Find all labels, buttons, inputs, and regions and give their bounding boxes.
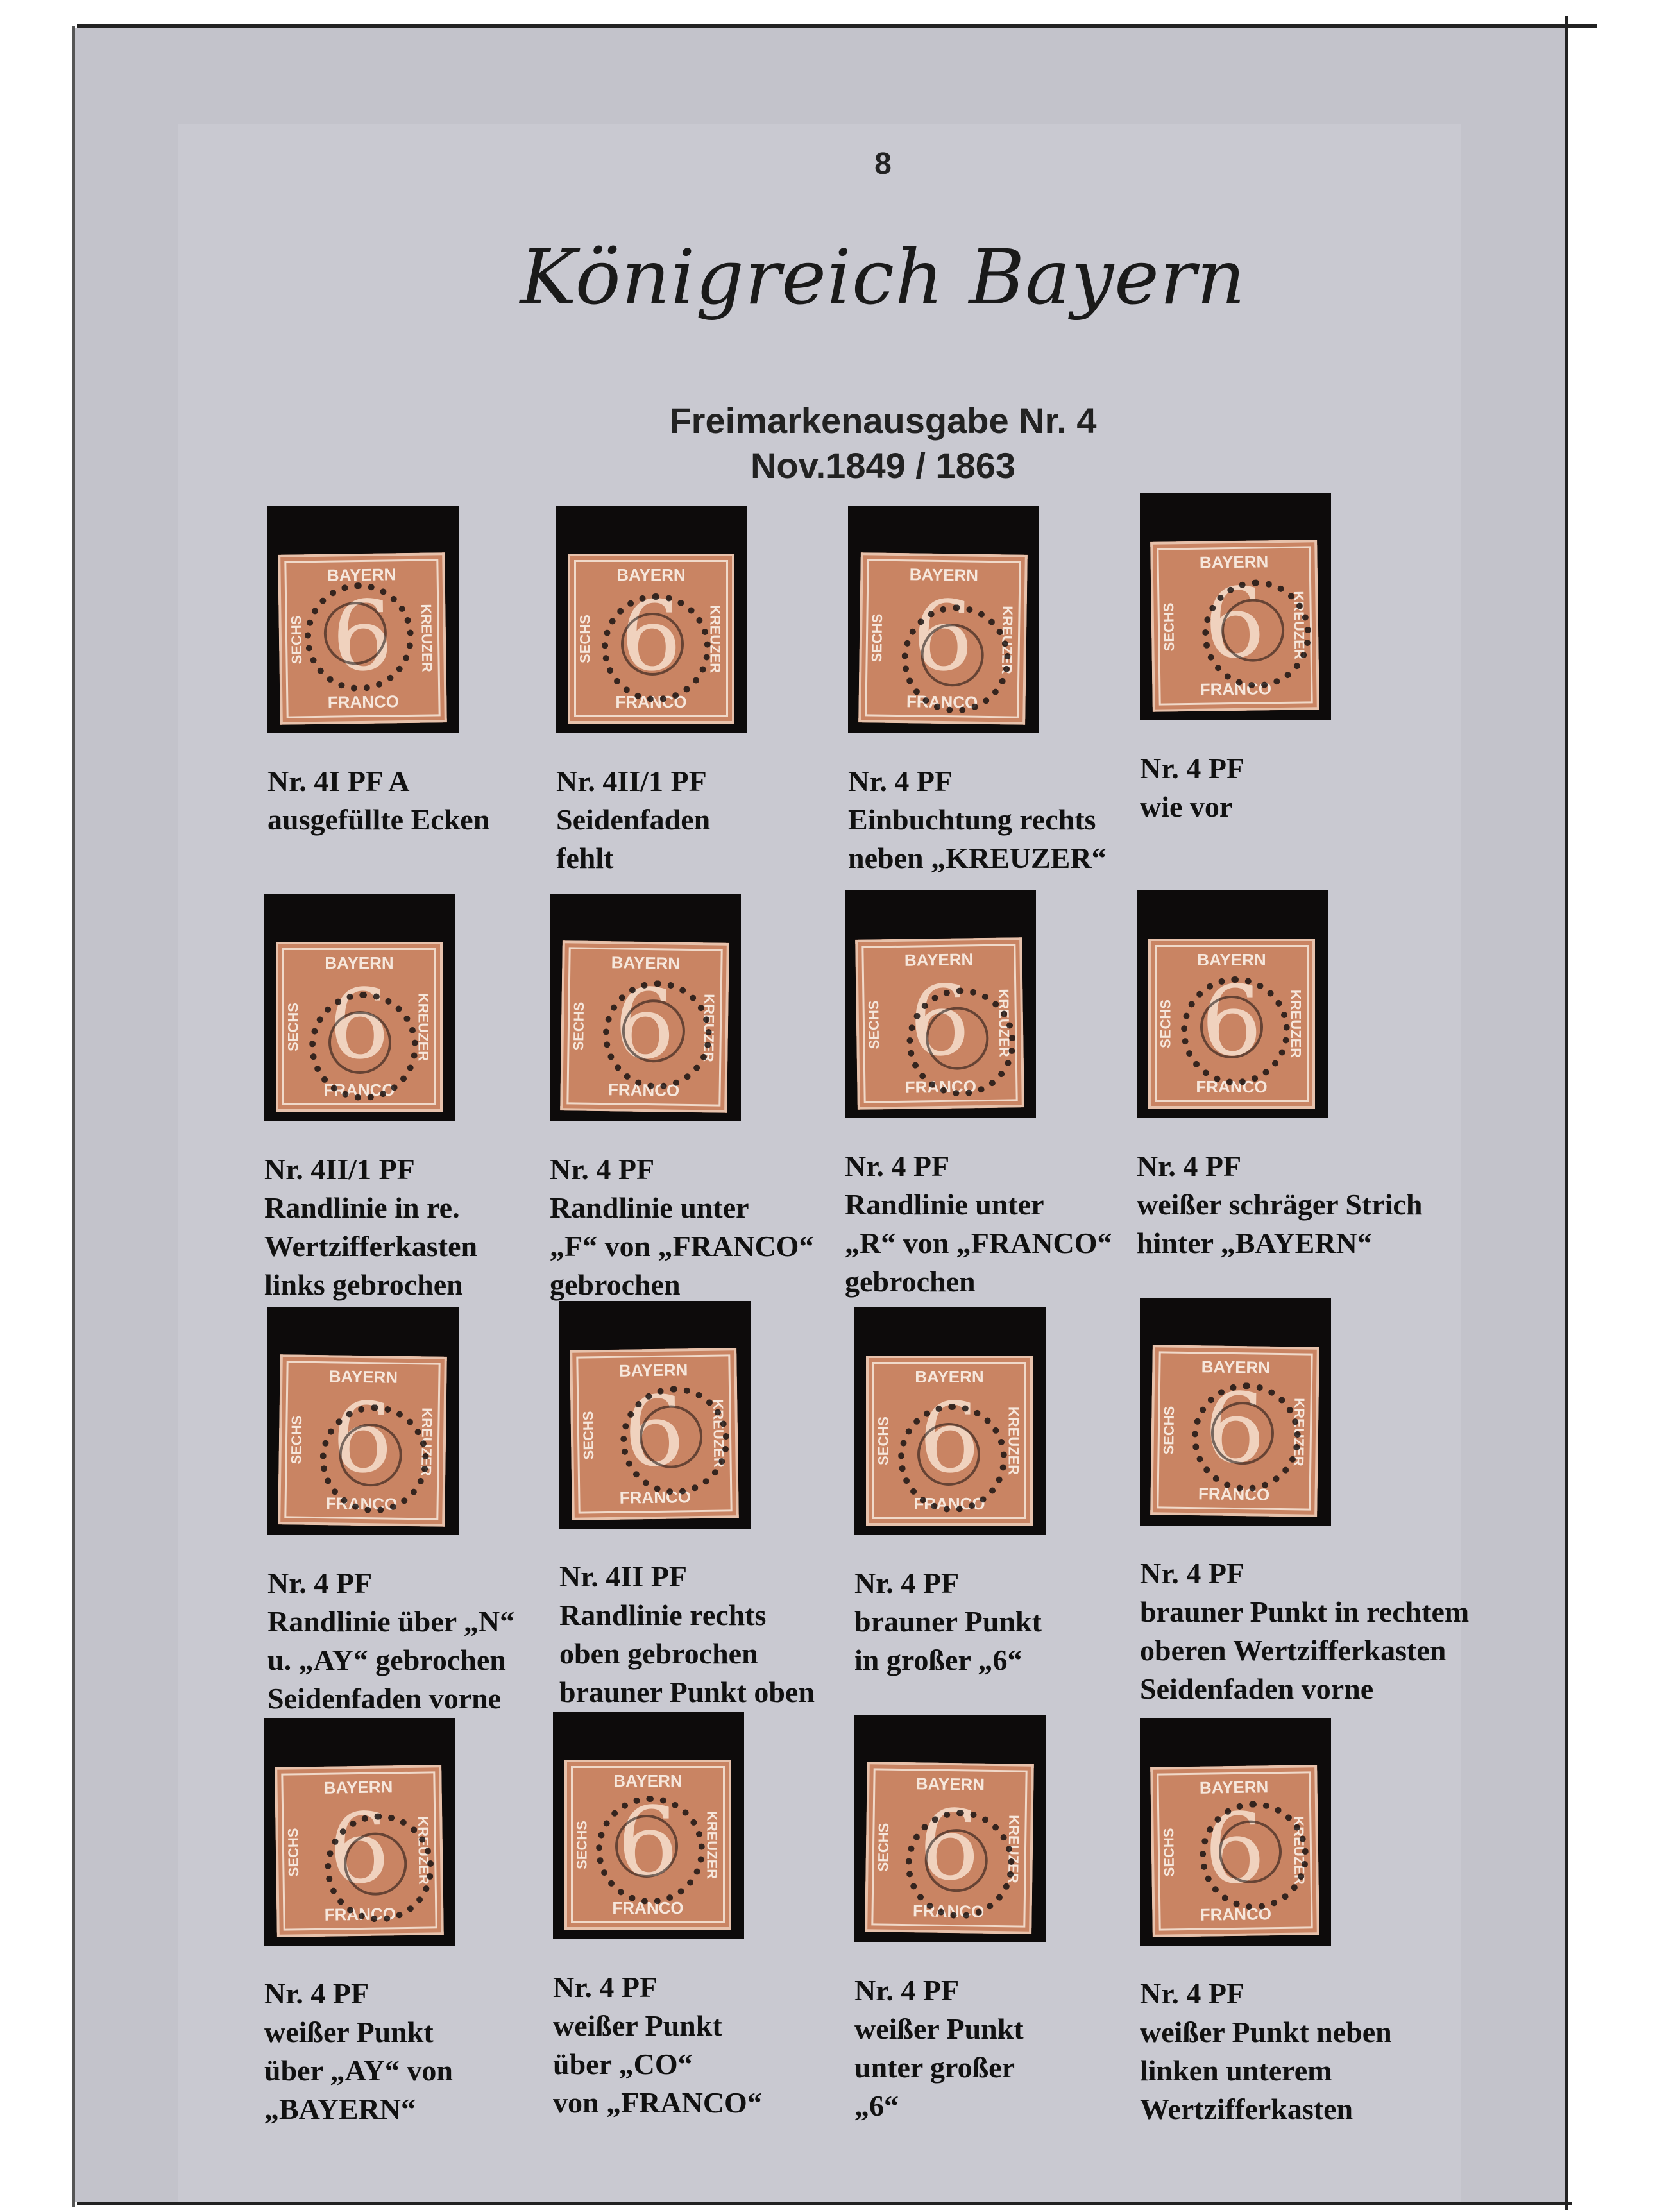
stamp-caption <box>559 1558 815 1712</box>
stamp-mount <box>556 506 747 733</box>
stamp-caption <box>1140 1975 1392 2129</box>
catalog-number: Nr. 4 PF <box>854 1567 960 1599</box>
stamp-image <box>855 937 1024 1110</box>
stamp-bottom-word: FRANCO <box>1200 679 1272 699</box>
stamp-bottom-word: FRANCO <box>904 1076 977 1097</box>
stamp-top-word: BAYERN <box>904 949 974 970</box>
stamp-mount <box>264 894 455 1121</box>
caption-line: Randlinie unter <box>845 1188 1044 1221</box>
stamp-bottom-word: FRANCO <box>323 1080 395 1100</box>
caption-line: Randlinie unter <box>550 1191 749 1224</box>
stamp-left-word: SECHS <box>573 1820 590 1869</box>
stamp-left-word: SECHS <box>285 1002 301 1051</box>
stamp-caption <box>267 1564 514 1718</box>
stamp-mount <box>854 1307 1046 1535</box>
stamp-right-word: KREUZER <box>418 603 436 672</box>
caption-line: gebrochen <box>845 1265 976 1298</box>
stamp-left-word: SECHS <box>288 615 305 665</box>
stamp-mount <box>854 1715 1046 1942</box>
catalog-number: Nr. 4 PF <box>550 1153 655 1186</box>
caption-line: Randlinie in re. <box>264 1191 460 1224</box>
stamp-left-word: SECHS <box>1160 1827 1178 1877</box>
stamp-right-word: KREUZER <box>414 1815 432 1885</box>
caption-line: „F“ von „FRANCO“ <box>550 1230 814 1262</box>
stamp-numeral: 6 <box>1201 965 1262 1078</box>
stamp-image <box>276 942 443 1112</box>
caption-line: Einbuchtung rechts <box>848 803 1096 836</box>
stamp-caption <box>854 1564 1042 1679</box>
album-frame-right <box>1565 16 1568 2210</box>
stamp-numeral: 6 <box>328 1792 391 1905</box>
stamp-left-word: SECHS <box>570 1001 588 1051</box>
stamp-right-word: KREUZER <box>415 992 432 1061</box>
stamp-top-word: BAYERN <box>327 565 396 585</box>
stamp-right-word: KREUZER <box>707 604 724 673</box>
stamp-image <box>278 1354 447 1527</box>
stamp-left-word: SECHS <box>865 999 883 1050</box>
caption-line: linken unterem <box>1140 2054 1332 2087</box>
subtitle-issue: Freimarkenausgabe Nr. 4 <box>669 400 1097 441</box>
stamp-image <box>1150 1765 1319 1937</box>
stamp-image <box>866 1356 1033 1526</box>
stamp-numeral: 6 <box>1203 1792 1266 1905</box>
catalog-number: Nr. 4 PF <box>1140 1557 1245 1590</box>
stamp-image <box>1150 1345 1319 1517</box>
subtitle-dates: Nov.1849 / 1863 <box>750 445 1016 486</box>
caption-line: weißer schräger Strich <box>1137 1188 1423 1221</box>
stamp-numeral: 6 <box>331 1382 394 1495</box>
stamp-image <box>275 1765 444 1937</box>
catalog-number: Nr. 4 PF <box>267 1567 373 1599</box>
stamp-top-word: BAYERN <box>915 1367 984 1386</box>
stamp-bottom-word: FRANCO <box>615 692 687 711</box>
caption-line: brauner Punkt in rechtem <box>1140 1595 1470 1628</box>
stamp-bottom-word: FRANCO <box>906 692 978 712</box>
stamp-caption <box>550 1150 813 1304</box>
stamp-bottom-word: FRANCO <box>612 1898 684 1917</box>
stamp-image <box>858 552 1028 725</box>
stamp-numeral: 6 <box>620 581 682 693</box>
stamp-top-word: BAYERN <box>325 953 394 973</box>
catalog-number: Nr. 4 PF <box>1137 1150 1242 1182</box>
catalog-number: Nr. 4 PF <box>854 1974 960 2007</box>
stamp-mount <box>550 894 741 1121</box>
stamp-caption <box>264 1150 477 1304</box>
stamp-bottom-word: FRANCO <box>607 1080 680 1100</box>
stamp-numeral: 6 <box>912 580 974 693</box>
catalog-number: Nr. 4 PF <box>553 1971 658 2003</box>
postmark-inner-ring <box>1200 996 1263 1058</box>
stamp-right-word: KREUZER <box>709 1398 727 1468</box>
caption-line: hinter „BAYERN“ <box>1137 1227 1372 1259</box>
stamp-mount <box>1137 890 1328 1118</box>
caption-line: Randlinie über „N“ <box>267 1605 515 1638</box>
caption-line: „BAYERN“ <box>264 2093 416 2125</box>
stamp-image <box>560 940 729 1113</box>
stamp-numeral: 6 <box>331 580 394 693</box>
caption-line: Wertzifferkasten <box>1140 2093 1353 2125</box>
stamp-mount <box>1140 1298 1331 1526</box>
caption-line: Wertzifferkasten <box>264 1230 478 1262</box>
stamp-mount <box>553 1712 744 1939</box>
stamp-numeral: 6 <box>919 1382 980 1495</box>
caption-line: ausgefüllte Ecken <box>267 803 490 836</box>
stamp-top-word: BAYERN <box>328 1366 398 1387</box>
stamp-left-word: SECHS <box>288 1415 305 1465</box>
stamp-top-word: BAYERN <box>915 1774 985 1794</box>
catalog-number: Nr. 4II PF <box>559 1560 687 1593</box>
stamp-caption <box>553 1968 762 2122</box>
stamp-caption <box>1140 749 1244 826</box>
stamp-right-word: KREUZER <box>995 988 1013 1057</box>
caption-line: links gebrochen <box>264 1268 463 1301</box>
stamp-top-word: BAYERN <box>1199 1777 1269 1798</box>
stamp-mount <box>1140 493 1331 720</box>
catalog-number: Nr. 4 PF <box>848 765 953 797</box>
stamp-numeral: 6 <box>1203 1372 1266 1485</box>
stamp-right-word: KREUZER <box>998 605 1016 674</box>
stamp-top-word: BAYERN <box>611 953 681 973</box>
caption-line: über „CO“ <box>553 2048 693 2080</box>
stamp-image <box>568 554 734 724</box>
postmark-inner-ring <box>615 1815 678 1878</box>
catalog-number: Nr. 4II/1 PF <box>264 1153 415 1186</box>
postmark-inner-ring <box>917 1423 980 1486</box>
stamp-top-word: BAYERN <box>323 1777 393 1798</box>
catalog-number: Nr. 4 PF <box>845 1150 950 1182</box>
caption-line: neben „KREUZER“ <box>848 842 1107 874</box>
stamp-top-word: BAYERN <box>1201 1357 1271 1377</box>
stamp-right-word: KREUZER <box>1290 590 1308 659</box>
stamp-right-word: KREUZER <box>1290 1815 1308 1885</box>
stamp-mount <box>845 890 1036 1118</box>
caption-line: „6“ <box>854 2089 899 2122</box>
stamp-numeral: 6 <box>623 1375 686 1488</box>
caption-line: unter großer <box>854 2051 1015 2084</box>
stamp-bottom-word: FRANCO <box>912 1901 985 1921</box>
stamp-top-word: BAYERN <box>1197 950 1266 969</box>
postmark-inner-ring <box>328 1011 391 1074</box>
caption-line: wie vor <box>1140 790 1233 823</box>
caption-line: über „AY“ von <box>264 2054 453 2087</box>
stamp-bottom-word: FRANCO <box>1200 1904 1272 1925</box>
stamp-numeral: 6 <box>908 965 971 1078</box>
stamp-image <box>1148 939 1315 1109</box>
caption-line: brauner Punkt oben <box>559 1676 815 1708</box>
stamp-bottom-word: FRANCO <box>619 1487 692 1508</box>
catalog-number: Nr. 4 PF <box>264 1977 369 2010</box>
stamp-caption <box>845 1147 1112 1301</box>
stamp-image <box>564 1760 731 1930</box>
catalog-number: Nr. 4II/1 PF <box>556 765 707 797</box>
stamp-caption <box>854 1971 1024 2125</box>
caption-line: „R“ von „FRANCO“ <box>845 1227 1112 1259</box>
stamp-bottom-word: FRANCO <box>324 1904 396 1925</box>
stamp-caption <box>556 762 710 878</box>
caption-line: oben gebrochen <box>559 1637 758 1670</box>
stamp-numeral: 6 <box>328 969 390 1081</box>
stamp-mount <box>848 506 1039 733</box>
stamp-left-word: SECHS <box>1157 999 1174 1048</box>
caption-line: brauner Punkt <box>854 1605 1042 1638</box>
stamp-mount <box>264 1718 455 1946</box>
stamp-numeral: 6 <box>617 1787 679 1899</box>
stamp-top-word: BAYERN <box>618 1360 688 1381</box>
stamp-bottom-word: FRANCO <box>1198 1484 1270 1504</box>
caption-line: Randlinie rechts <box>559 1599 767 1631</box>
caption-line: Seidenfaden vorne <box>267 1682 502 1715</box>
caption-line: oberen Wertzifferkasten <box>1140 1634 1447 1667</box>
caption-line: weißer Punkt <box>553 2009 722 2042</box>
caption-line: fehlt <box>556 842 614 874</box>
stamp-caption <box>848 762 1107 878</box>
stamp-left-word: SECHS <box>869 613 886 663</box>
stamp-image <box>865 1762 1034 1934</box>
postmark-inner-ring <box>621 613 684 676</box>
catalog-number: Nr. 4I PF A <box>267 765 410 797</box>
stamp-left-word: SECHS <box>875 1416 892 1465</box>
stamp-bottom-word: FRANCO <box>913 1494 985 1513</box>
stamp-left-word: SECHS <box>875 1822 892 1872</box>
caption-line: u. „AY“ gebrochen <box>267 1644 506 1676</box>
stamp-right-word: KREUZER <box>1287 989 1304 1058</box>
catalog-number: Nr. 4 PF <box>1140 1977 1245 2010</box>
stamp-mount <box>267 1307 459 1535</box>
stamp-left-word: SECHS <box>1160 602 1178 652</box>
stamp-right-word: KREUZER <box>1005 1814 1022 1883</box>
stamp-image <box>278 552 447 725</box>
stamp-right-word: KREUZER <box>704 1810 720 1879</box>
stamp-bottom-word: FRANCO <box>1196 1077 1268 1096</box>
caption-line: in großer „6“ <box>854 1644 1022 1676</box>
stamp-numeral: 6 <box>613 968 676 1081</box>
stamp-numeral: 6 <box>1203 567 1266 680</box>
stamp-caption <box>267 762 489 839</box>
stamp-mount <box>1140 1718 1331 1946</box>
stamp-right-word: KREUZER <box>1005 1406 1022 1475</box>
stamp-top-word: BAYERN <box>613 1771 683 1790</box>
stamp-right-word: KREUZER <box>1290 1397 1308 1466</box>
page-number: 8 <box>874 147 892 181</box>
album-sheet <box>75 28 1565 2202</box>
stamp-mount <box>559 1301 751 1529</box>
caption-line: weißer Punkt <box>854 2012 1024 2045</box>
stamp-left-word: SECHS <box>580 1410 597 1460</box>
stamp-caption <box>264 1975 453 2129</box>
stamp-right-word: KREUZER <box>700 993 718 1062</box>
caption-line: gebrochen <box>550 1268 681 1301</box>
catalog-number: Nr. 4 PF <box>1140 752 1245 785</box>
stamp-top-word: BAYERN <box>909 565 979 585</box>
stamp-top-word: BAYERN <box>1199 552 1269 572</box>
caption-line: weißer Punkt neben <box>1140 2016 1392 2048</box>
caption-line: Seidenfaden <box>556 803 711 836</box>
stamp-caption <box>1137 1147 1422 1262</box>
page-title: Königreich Bayern <box>520 233 1246 321</box>
caption-line: Seidenfaden vorne <box>1140 1672 1374 1705</box>
stamp-mount <box>267 506 459 733</box>
stamp-left-word: SECHS <box>1160 1405 1178 1455</box>
stamp-caption <box>1140 1554 1469 1708</box>
caption-line: weißer Punkt <box>264 2016 434 2048</box>
stamp-top-word: BAYERN <box>616 565 686 584</box>
stamp-left-word: SECHS <box>285 1827 302 1877</box>
caption-line: von „FRANCO“ <box>553 2086 762 2119</box>
stamp-image <box>570 1348 739 1520</box>
stamp-numeral: 6 <box>918 1789 981 1902</box>
stamp-bottom-word: FRANCO <box>325 1493 398 1514</box>
stamp-left-word: SECHS <box>577 614 593 663</box>
stamp-bottom-word: FRANCO <box>327 692 400 712</box>
stamp-right-word: KREUZER <box>418 1407 436 1476</box>
stamp-image <box>1150 540 1319 712</box>
